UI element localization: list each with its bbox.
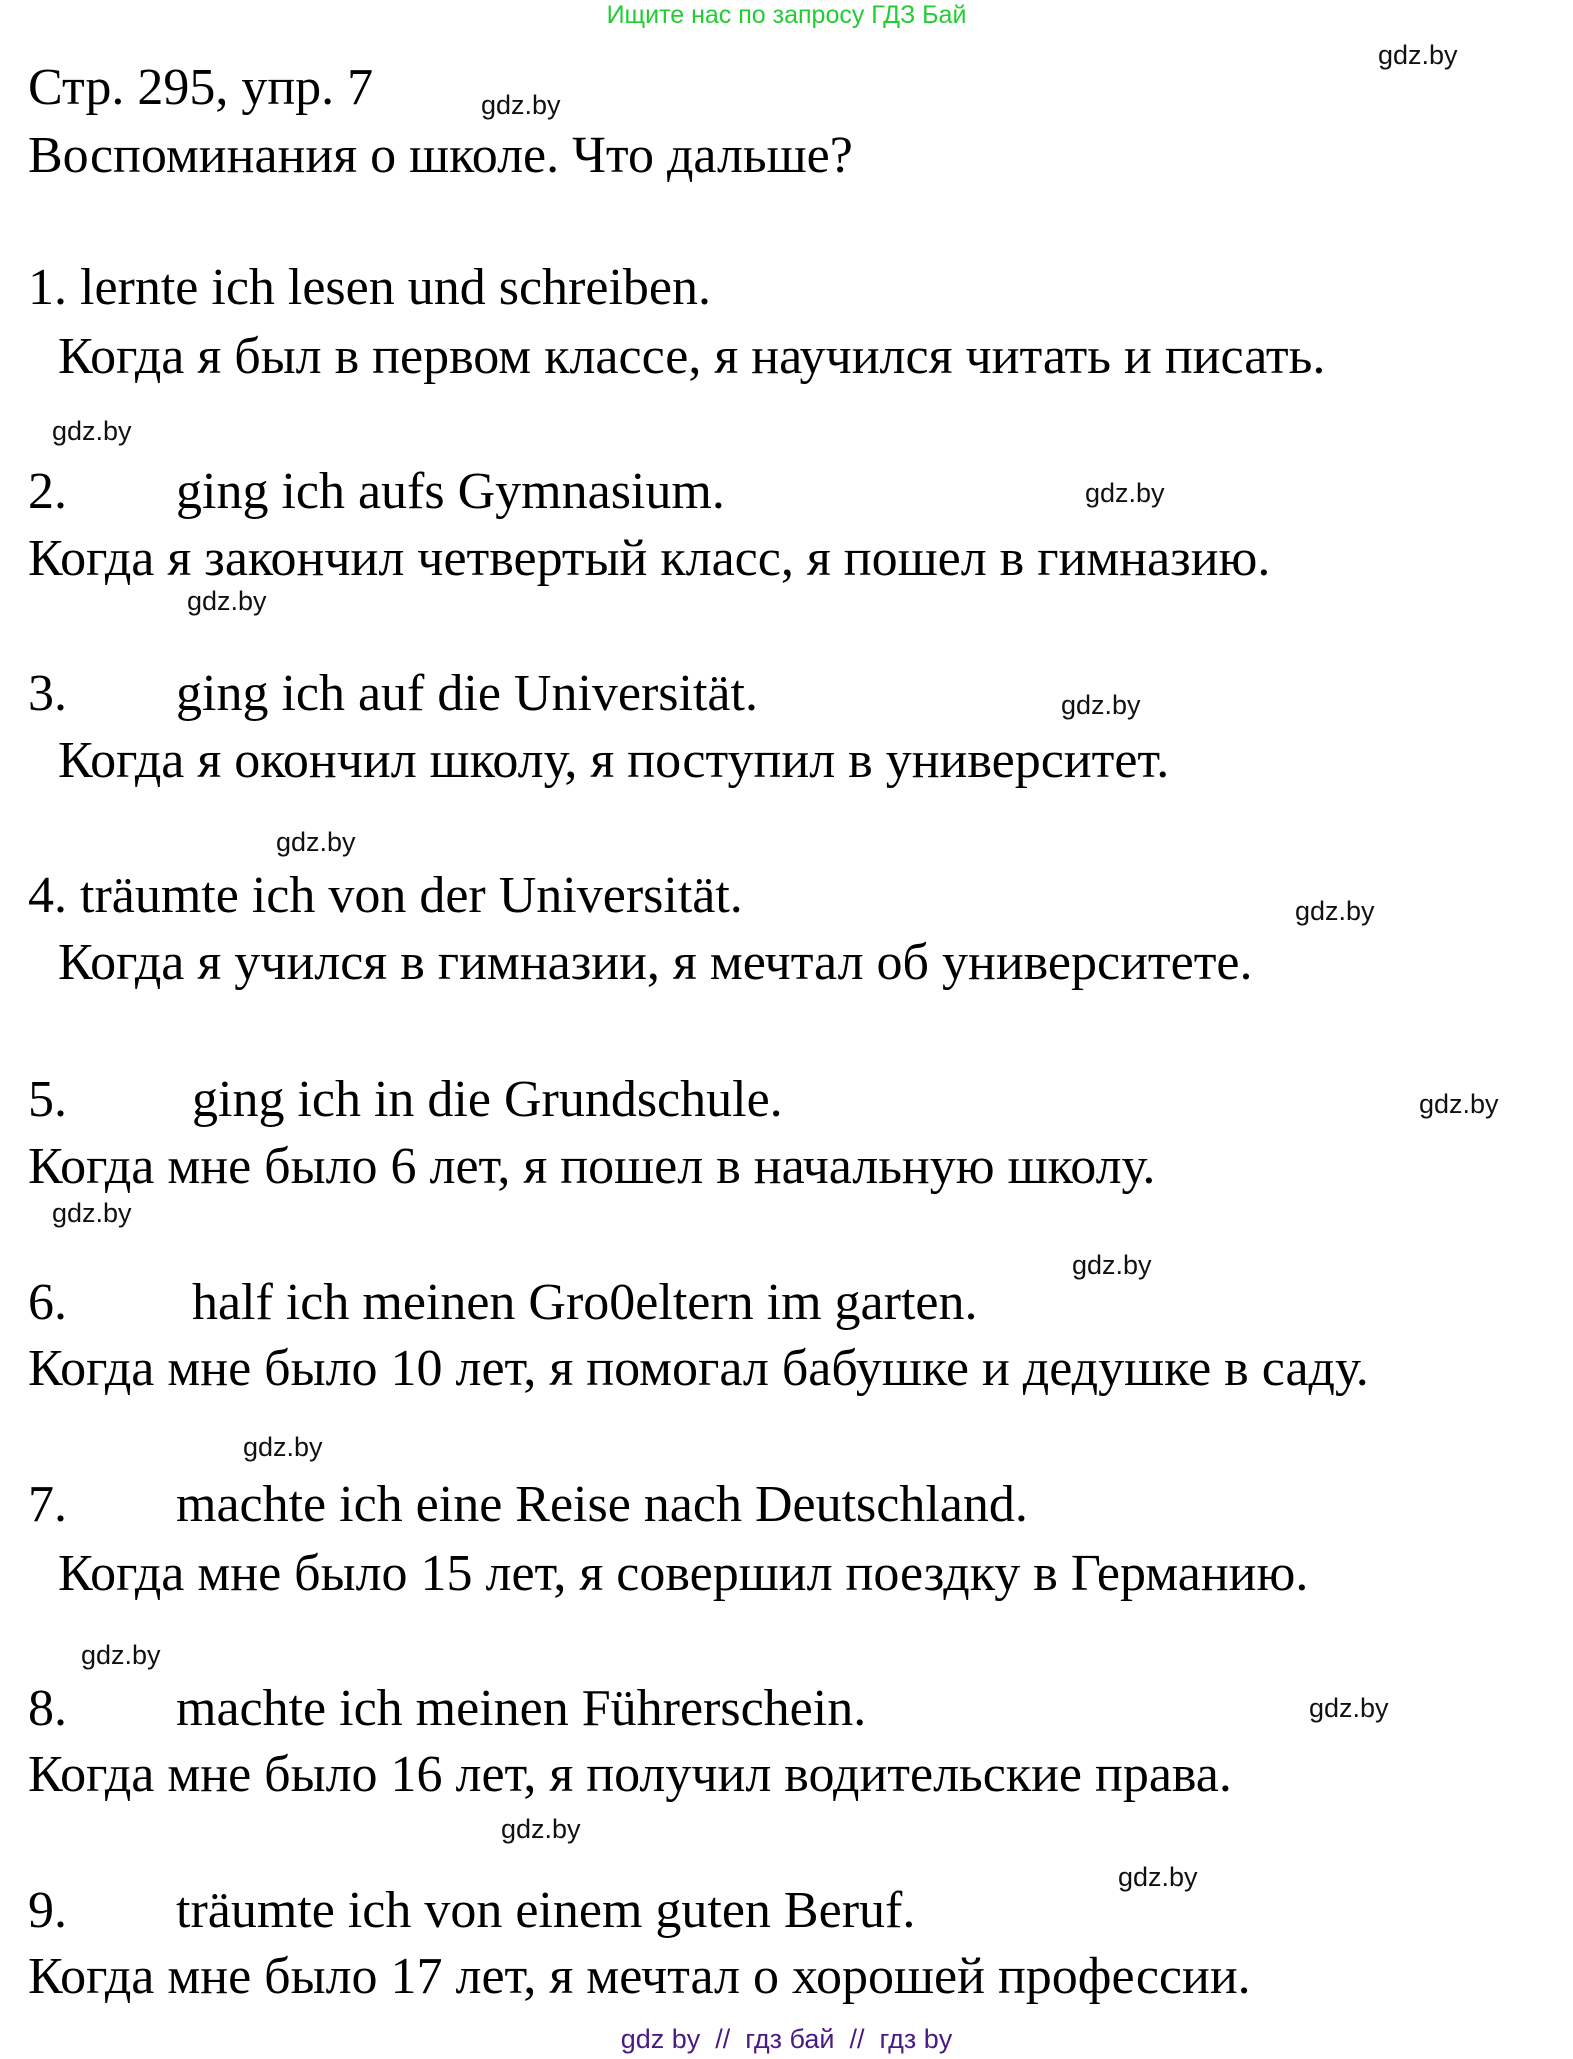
item-8-russian: Когда мне было 16 лет, я получил водительские права. (28, 1746, 1232, 1803)
item-2-german (28, 463, 725, 520)
watermark: gdz.by (1061, 690, 1141, 720)
item-4-german (28, 867, 743, 924)
german-sentence: machte ich eine Reise nach Deutschland. (176, 1476, 1028, 1533)
search-banner (0, 0, 1573, 30)
watermark: gdz.by (276, 827, 356, 857)
footer-text: gdz by // гдз бай // гдз by (620, 2024, 953, 2054)
watermark: gdz.by (81, 1640, 161, 1670)
item-7-russian: Когда мне было 15 лет, я совершил поездку в Германию. (58, 1545, 1309, 1602)
german-sentence: träumte ich von der Universität. (80, 867, 743, 924)
watermark: gdz.by (52, 1198, 132, 1228)
watermark: gdz.by (1072, 1250, 1152, 1280)
item-number: 4. (28, 867, 67, 924)
item-5-german (28, 1071, 783, 1128)
watermark: gdz.by (1419, 1089, 1499, 1119)
item-number: 7. (28, 1476, 67, 1533)
item-number: 8. (28, 1680, 67, 1737)
german-sentence: ging ich aufs Gymnasium. (176, 463, 725, 520)
watermark: gdz.by (187, 586, 267, 616)
watermark: gdz.by (52, 416, 132, 446)
watermark: gdz.by (1118, 1862, 1198, 1892)
item-2-russian: Когда я закончил четвертый класс, я пошел в гимназию. (28, 530, 1271, 587)
german-sentence: machte ich meinen Führerschein. (176, 1680, 867, 1737)
german-sentence: träumte ich von einem guten Beruf. (176, 1882, 916, 1939)
item-number: 1. (28, 259, 67, 316)
german-sentence: half ich meinen Gro0eltern im garten. (192, 1274, 978, 1331)
watermark: gdz.by (1295, 896, 1375, 926)
item-number: 6. (28, 1274, 67, 1331)
item-9-russian: Когда мне было 17 лет, я мечтал о хорошей профессии. (28, 1948, 1251, 2005)
item-7-german (28, 1476, 1028, 1533)
item-4-russian: Когда я учился в гимназии, я мечтал об университете. (58, 934, 1253, 991)
item-number: 9. (28, 1882, 67, 1939)
item-6-russian: Когда мне было 10 лет, я помогал бабушке и дедушке в саду. (28, 1340, 1369, 1397)
item-number: 3. (28, 665, 67, 722)
german-sentence: ging ich auf die Universität. (176, 665, 758, 722)
item-number: 5. (28, 1071, 67, 1128)
watermark: gdz.by (243, 1432, 323, 1462)
item-1-german (28, 259, 711, 316)
item-6-german (28, 1274, 978, 1331)
page-title: Стр. 295, упр. 7 (28, 59, 374, 116)
watermark: gdz.by (1085, 478, 1165, 508)
item-3-russian: Когда я окончил школу, я поступил в университет. (58, 732, 1170, 789)
banner-text: Ищите нас по запросу ГДЗ Бай (606, 1, 967, 29)
footer-links (0, 2024, 1573, 2054)
german-sentence: lernte ich lesen und schreiben. (80, 259, 711, 316)
watermark: gdz.by (501, 1814, 581, 1844)
watermark: gdz.by (1378, 40, 1458, 70)
item-5-russian: Когда мне было 6 лет, я пошел в начальную школу. (28, 1138, 1156, 1195)
item-1-russian: Когда я был в первом классе, я научился читать и писать. (58, 328, 1326, 385)
watermark: gdz.by (481, 90, 561, 120)
item-3-german (28, 665, 758, 722)
item-9-german (28, 1882, 916, 1939)
item-8-german (28, 1680, 867, 1737)
item-number: 2. (28, 463, 67, 520)
german-sentence: ging ich in die Grundschule. (192, 1071, 783, 1128)
exercise-subtitle: Воспоминания о школе. Что дальше? (28, 127, 853, 184)
watermark: gdz.by (1309, 1693, 1389, 1723)
